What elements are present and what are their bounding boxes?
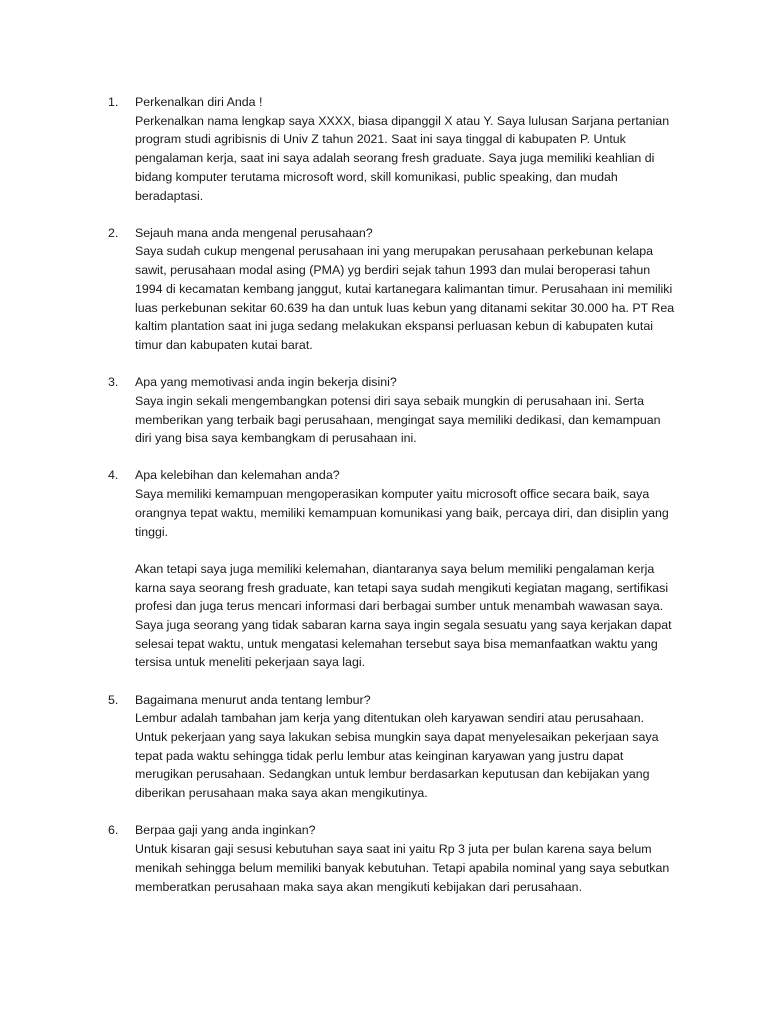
question-body — [135, 93, 678, 205]
question-body — [135, 224, 678, 355]
question-number: 3. — [108, 375, 119, 390]
question-text: Apa yang memotivasi anda ingin bekerja disini? — [135, 375, 397, 390]
question-number: 4. — [108, 468, 119, 483]
answer-paragraph: Untuk kisaran gaji sesusi kebutuhan saya saat ini yaitu Rp 3 juta per bulan karena saya belum menikah sehingga belum memiliki banyak kebutuhan. Tetapi apabila nominal yang saya sebutkan memberatkan perusahaan maka saya akan mengikuti kebijakan dari perusahaan. — [135, 842, 670, 894]
question-text: Apa kelebihan dan kelemahan anda? — [135, 468, 340, 483]
question-text: Sejauh mana anda mengenal perusahaan? — [135, 225, 373, 240]
question-item — [108, 691, 678, 803]
question-item — [108, 93, 678, 205]
answer-paragraph: Akan tetapi saya juga memiliki kelemahan, diantaranya saya belum memiliki pengalaman kerja karna saya seorang fresh graduate, kan tetapi saya sudah mengikuti kegiatan magang, sertifikasi profesi dan juga terus mencari informasi dari berbagai sumber untuk menambah wawasan saya. Saya juga seorang yang tidak sabaran karna saya ingin segala sesuatu yang saya kerjakan dapat selesai tepat waktu, untuk mengatasi kelemahan tersebut saya bisa memanfaatkan waktu yang tersisa untuk meneliti pekerjaan saya lagi. — [135, 561, 672, 670]
question-text: Bagaimana menurut anda tentang lembur? — [135, 692, 371, 707]
question-number: 2. — [108, 225, 119, 240]
answer-paragraph: Lembur adalah tambahan jam kerja yang ditentukan oleh karyawan sendiri atau perusahaan. Untuk pekerjaan yang saya lakukan sebisa mungkin saya dapat menyelesaikan pekerjaan saya tepat pada waktu sehingga tidak perlu lembur atas keinginan karyawan yang justru dapat merugikan perusahaan. Sedangkan untuk lembur berdasarkan keputusan dan kebijakan yang diberikan perusahaan maka saya akan mengikutinya. — [135, 711, 659, 801]
answer-paragraph: Saya memiliki kemampuan mengoperasikan komputer yaitu microsoft office secara baik, saya orangnya tepat waktu, memiliki kemampuan komunikasi yang baik, percaya diri, dan disiplin yang tinggi. — [135, 487, 669, 539]
question-body — [135, 691, 678, 803]
question-body — [135, 466, 678, 672]
question-body — [135, 373, 678, 448]
question-number: 5. — [108, 692, 119, 707]
question-item — [108, 373, 678, 448]
question-item — [108, 821, 678, 896]
question-item — [108, 466, 678, 672]
answer-paragraph: Perkenalkan nama lengkap saya XXXX, biasa dipanggil X atau Y. Saya lulusan Sarjana pertanian program studi agribisnis di Univ Z tahun 2021. Saat ini saya tinggal di kabupaten P. Untuk pengalaman kerja, saat ini saya adalah seorang fresh graduate. Saya juga memiliki keahlian di bidang komputer terutama microsoft word, skill komunikasi, public speaking, dan mudah beradaptasi. — [135, 113, 670, 203]
question-text: Berpaa gaji yang anda inginkan? — [135, 823, 316, 838]
question-item — [108, 224, 678, 355]
answer-paragraph: Saya sudah cukup mengenal perusahaan ini yang merupakan perusahaan perkebunan kelapa sawit, perusahaan modal asing (PMA) yg berdiri sejak tahun 1993 dan mulai beroperasi tahun 1994 di kecamatan kembang janggut, kutai kartanegara kalimantan timur. Perusahaan ini memiliki luas perkebunan sekitar 60.639 ha dan untuk luas kebun yang ditanami sekitar 30.000 ha. PT Rea kaltim plantation saat ini juga sedang melakukan ekspansi perluasan kebun di kabupaten kutai timur dan kabupaten kutai barat. — [135, 244, 675, 352]
question-body — [135, 821, 678, 896]
answer-paragraph: Saya ingin sekali mengembangkan potensi diri saya sebaik mungkin di perusahaan ini. Serta memberikan yang terbaik bagi perusahaan, mengingat saya memiliki dedikasi, dan kemampuan diri yang bisa saya kembangkam di perusahaan ini. — [135, 393, 661, 446]
question-number: 6. — [108, 823, 119, 838]
question-number: 1. — [108, 95, 119, 109]
question-list — [108, 93, 678, 915]
question-text: Perkenalkan diri Anda ! — [135, 95, 263, 109]
